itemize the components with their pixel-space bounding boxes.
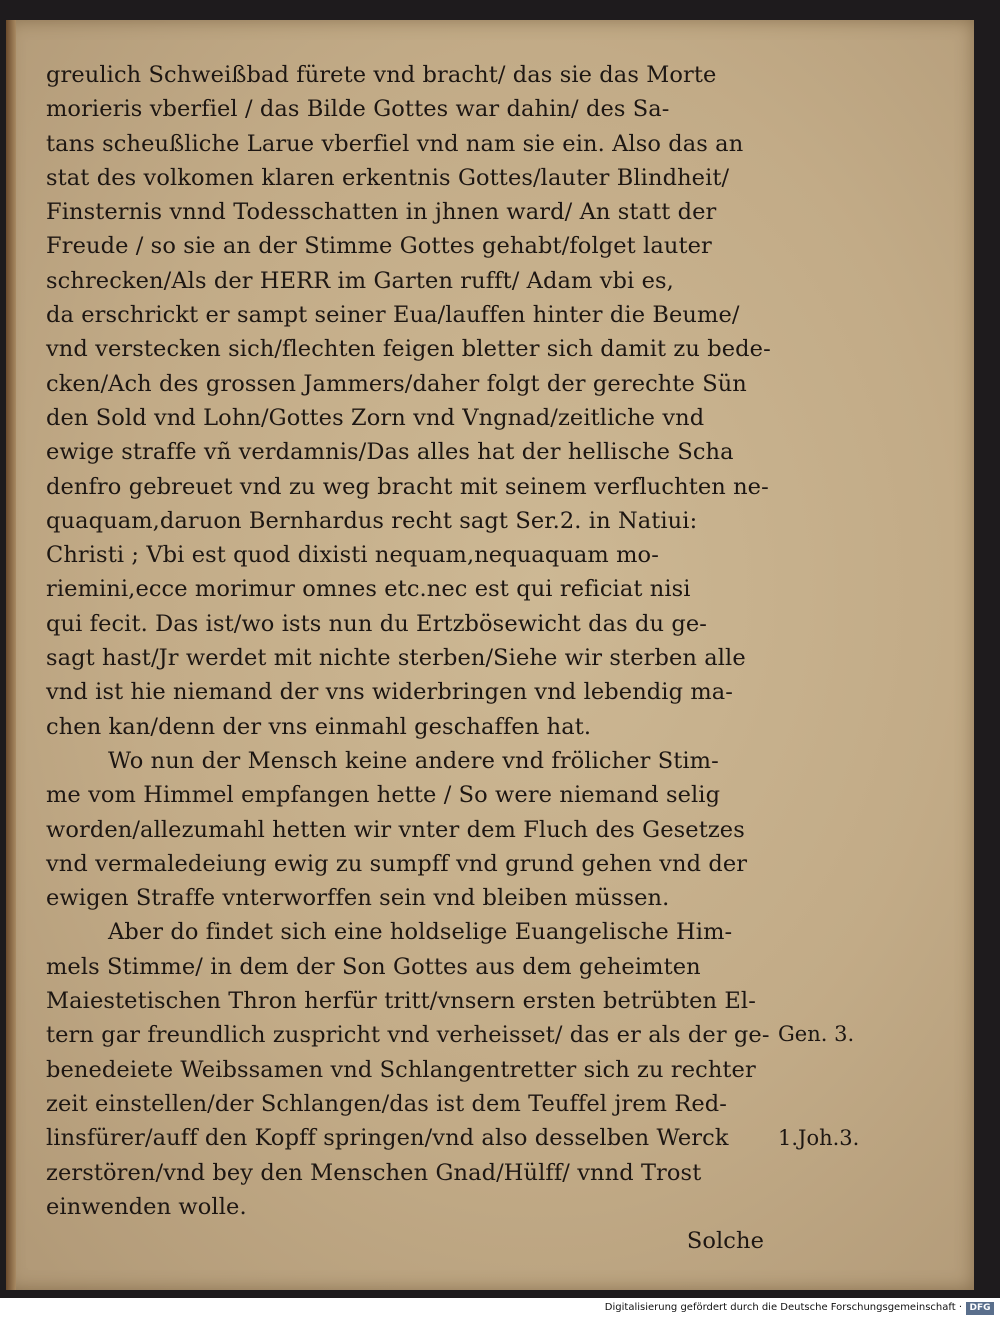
text-line: Aber do findet sich eine holdselige Euangelische Him- (108, 919, 733, 946)
text-line: ewigen Straffe vnterworffen sein vnd bleiben müssen. (46, 885, 670, 912)
text-line: tern gar freundlich zuspricht vnd verheisset/ das er als der ge- (46, 1022, 770, 1049)
page-spine-shadow (6, 20, 16, 1290)
catchword: Solche (686, 1228, 764, 1255)
text-line: Finsternis vnnd Todesschatten in jhnen ward/ An statt der (46, 199, 717, 226)
body-text (46, 58, 771, 1258)
text-line: einwenden wolle. (46, 1193, 247, 1220)
margin-note: 1.Joh.3. (778, 1126, 860, 1150)
text-line: zerstören/vnd bey den Menschen Gnad/Hülff/ vnnd Trost (46, 1159, 702, 1186)
text-line: vnd verstecken sich/flechten feigen bletter sich damit zu bede- (46, 336, 771, 363)
text-line: vnd vermaledeiung ewig zu sumpff vnd grund gehen vnd der (46, 850, 748, 877)
text-line: chen kan/denn der vns einmahl geschaffen hat. (46, 713, 592, 740)
text-line: morieris vberfiel / das Bilde Gottes war dahin/ des Sa- (46, 96, 670, 123)
text-line: denfro gebreuet vnd zu weg bracht mit seinem verfluchten ne- (46, 473, 769, 500)
text-line: den Sold vnd Lohn/Gottes Zorn vnd Vngnad/zeitliche vnd (46, 404, 705, 431)
text-line: zeit einstellen/der Schlangen/das ist dem Teuffel jrem Red- (46, 1090, 728, 1117)
text-line: Wo nun der Mensch keine andere vnd frölicher Stim- (108, 747, 719, 774)
funding-notice: Digitalisierung gefördert durch die Deutsche Forschungsgemeinschaft · (604, 1302, 962, 1313)
text-line: Freude / so sie an der Stimme Gottes gehabt/folget lauter (46, 233, 712, 260)
text-line: qui fecit. Das ist/wo ists nun du Ertzbösewicht das du ge- (46, 610, 707, 637)
text-line: ewige straffe vñ verdamnis/Das alles hat der hellische Scha (46, 439, 734, 466)
text-line: stat des volkomen klaren erkentnis Gottes/lauter Blindheit/ (46, 164, 730, 191)
text-line: worden/allezumahl hetten wir vnter dem Fluch des Gesetzes (46, 816, 745, 843)
text-line: sagt hast/Jr werdet mit nichte sterben/Siehe wir sterben alle (46, 645, 746, 672)
text-line: Christi ; Vbi est quod dixisti nequam,nequaquam mo- (46, 542, 659, 569)
text-line: riemini,ecce morimur omnes etc.nec est qui reficiat nisi (46, 576, 691, 603)
text-line: tans scheußliche Larue vberfiel vnd nam sie ein. Also das an (46, 130, 744, 157)
text-line: greulich Schweißbad fürete vnd bracht/ das sie das Morte (46, 62, 717, 88)
margin-note: Gen. 3. (778, 1022, 855, 1046)
text-line: me vom Himmel empfangen hette / So were niemand selig (46, 782, 721, 809)
text-line: vnd ist hie niemand der vns widerbringen vnd lebendig ma- (46, 679, 733, 706)
text-line: da erschrickt er sampt seiner Eua/lauffen hinter die Beume/ (46, 302, 740, 329)
text-line: linsfürer/auff den Kopff springen/vnd also desselben Werck (46, 1125, 729, 1152)
dfg-logo: DFG (966, 1302, 994, 1315)
text-line: benedeiete Weibssamen vnd Schlangentretter sich zu rechter (46, 1056, 756, 1083)
text-line: Maiestetischen Thron herfür tritt/vnsern ersten betrübten El- (46, 988, 756, 1015)
book-page (6, 20, 974, 1290)
text-line: mels Stimme/ in dem der Son Gottes aus dem geheimten (46, 953, 701, 980)
text-line: cken/Ach des grossen Jammers/daher folgt der gerechte Sün (46, 370, 747, 397)
text-line: schrecken/Als der HERR im Garten rufft/ Adam vbi es, (46, 267, 674, 294)
footer-bar (0, 1298, 1000, 1320)
text-line: quaquam,daruon Bernhardus recht sagt Ser.2. in Natiui: (46, 507, 698, 534)
